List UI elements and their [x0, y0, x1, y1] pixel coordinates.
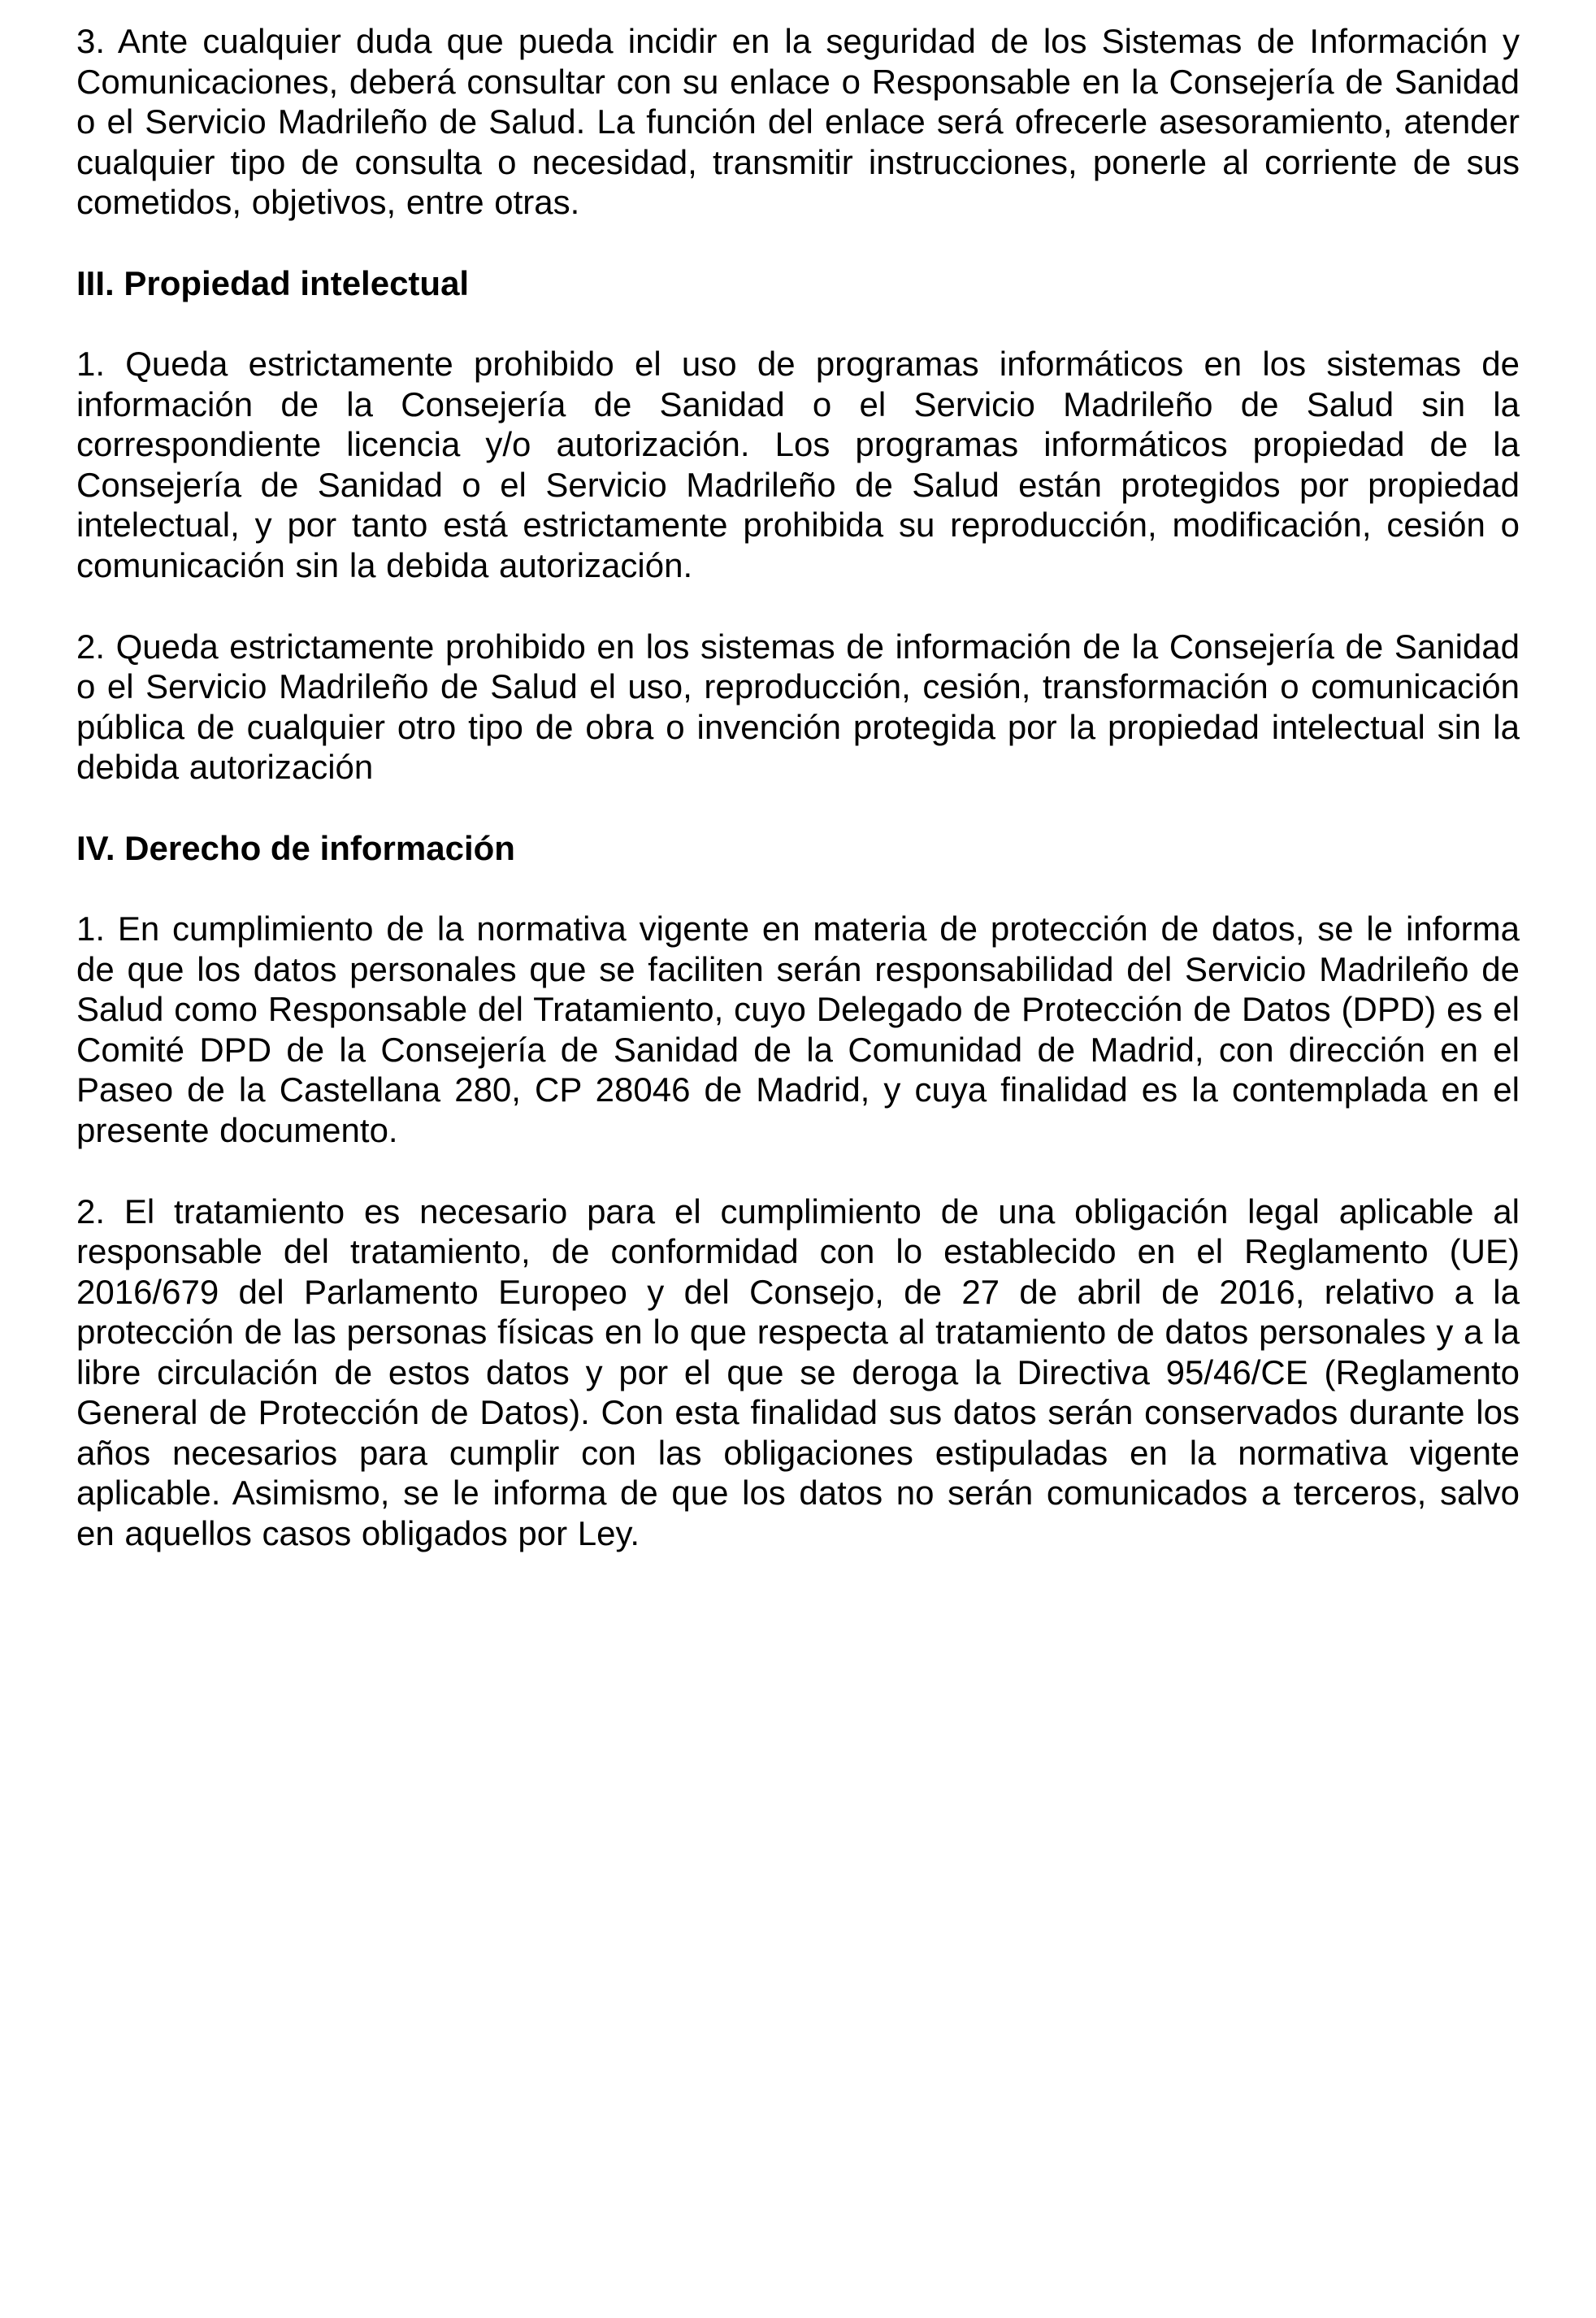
paragraph-software-license: 1. Queda estrictamente prohibido el uso de programas informáticos en los sistemas de información de la Consejería de Sanidad o el Servicio Madrileño de Salud sin la correspondiente licencia y/o autorización. Los programas informáticos propiedad de la Consejería de Sanidad o el Servicio Madrileño de Salud están protegidos por propiedad intelectual, y por tanto está estrictamente prohibida su reproducción, modificación, cesión o comunicación sin la debida autorización.: [76, 345, 1520, 585]
paragraph-security-consultation: 3. Ante cualquier duda que pueda incidir en la seguridad de los Sistemas de Información y Comunicaciones, deberá consultar con su enlace o Responsable en la Consejería de Sanidad o el Servicio Madrileño de Salud. La función del enlace será ofrecerle asesoramiento, atender cualquier tipo de consulta o necesidad, transmitir instrucciones, ponerle al corriente de sus cometidos, objetivos, entre otras.: [76, 22, 1520, 222]
paragraph-prohibited-reproduction: 2. Queda estrictamente prohibido en los sistemas de información de la Consejería de Sanidad o el Servicio Madrileño de Salud el uso, reproducción, cesión, transformación o comunicación pública de cualquier otro tipo de obra o invención protegida por la propiedad intelectual sin la debida autorización: [76, 627, 1520, 787]
paragraph-legal-obligation-gdpr: 2. El tratamiento es necesario para el cumplimiento de una obligación legal aplicable al responsable del tratamiento, de conformidad con lo establecido en el Reglamento (UE) 2016/679 del Parlamento Europeo y del Consejo, de 27 de abril de 2016, relativo a la protección de las personas físicas en lo que respecta al tratamiento de datos personales y a la libre circulación de estos datos y por el que se deroga la Directiva 95/46/CE (Reglamento General de Protección de Datos). Con esta finalidad sus datos serán conservados durante los años necesarios para cumplir con las obligaciones estipuladas en la normativa vigente aplicable. Asimismo, se le informa de que los datos no serán comunicados a terceros, salvo en aquellos casos obligados por Ley.: [76, 1192, 1520, 1552]
section-heading-derecho-de-informacion: IV. Derecho de información: [76, 828, 515, 867]
section-heading-propiedad-intelectual: III. Propiedad intelectual: [76, 263, 470, 302]
paragraph-data-protection-notice: 1. En cumplimiento de la normativa vigente en materia de protección de datos, se le informa de que los datos personales que se faciliten serán responsabilidad del Servicio Madrileño de Salud como Responsable del Tratamiento, cuyo Delegado de Protección de Datos (DPD) es el Comité DPD de la Consejería de Sanidad de la Comunidad de Madrid, con dirección en el Paseo de la Castellana 280, CP 28046 de Madrid, y cuya finalidad es la contemplada en el presente documento.: [76, 909, 1520, 1150]
